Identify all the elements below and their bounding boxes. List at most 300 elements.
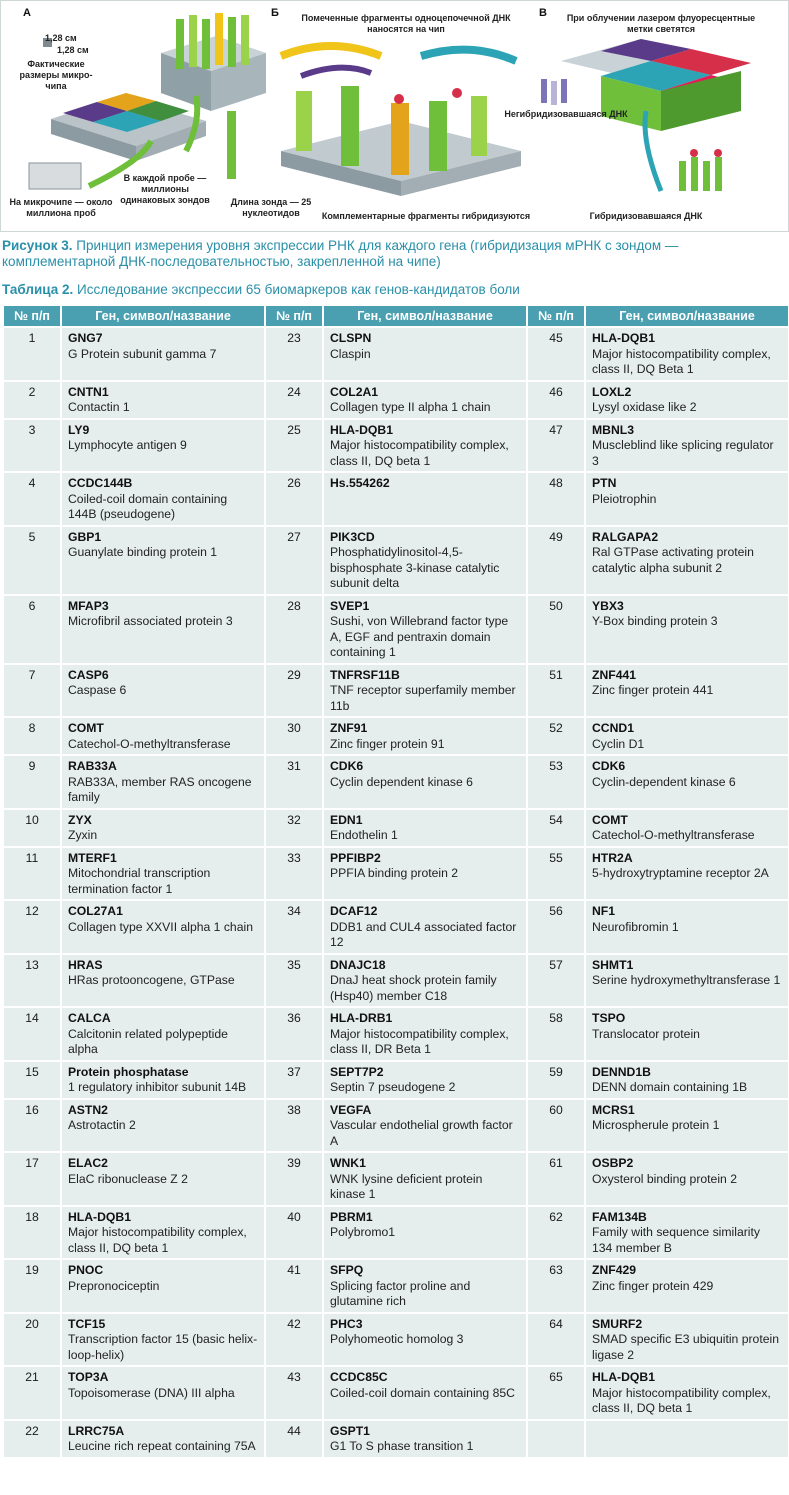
gene-symbol: CNTN1 (68, 384, 109, 399)
gene-name: DENN domain containing 1B (592, 1080, 748, 1094)
mesh-chip (29, 163, 81, 189)
gene-name: Phosphatidylinositol-4,5-bisphosphate 3-kinase catalytic subunit delta (330, 545, 500, 590)
header-num-1: № п/п (4, 306, 60, 326)
gene-name: Zyxin (68, 828, 98, 842)
gene-symbol: PPFIBP2 (330, 850, 381, 865)
gene-symbol: ZNF91 (330, 721, 368, 735)
table-row (4, 1153, 788, 1205)
header-num-2: № п/п (266, 306, 322, 326)
gene-symbol: ZNF429 (592, 1263, 637, 1277)
table-row (4, 665, 788, 717)
gene-name: Coiled-coil domain containing 144B (pseudogene) (68, 491, 228, 521)
gene-table (2, 304, 789, 1459)
gene-cell (62, 665, 264, 717)
gene-symbol: RAB33A (68, 759, 117, 773)
probe-array-b (281, 46, 521, 196)
row-number: 7 (4, 665, 60, 717)
gene-cell (586, 328, 788, 380)
gene-name: Polybromo1 (330, 1225, 396, 1239)
gene-name: Vascular endothelial growth factor A (330, 1118, 513, 1148)
table-row (4, 1260, 788, 1312)
gene-symbol: OSBP2 (592, 1156, 634, 1170)
row-number: 44 (266, 1421, 322, 1457)
gene-cell (586, 665, 788, 717)
gene-cell (586, 901, 788, 953)
figure-caption (2, 238, 786, 270)
row-number: 34 (266, 901, 322, 953)
gene-symbol: SFPQ (330, 1263, 364, 1277)
gene-name: Caspase 6 (68, 683, 127, 697)
row-number: 17 (4, 1153, 60, 1205)
gene-symbol: LY9 (68, 422, 90, 437)
row-number: 29 (266, 665, 322, 717)
gene-symbol: SVEP1 (330, 598, 370, 613)
gene-cell (324, 1062, 526, 1098)
gene-symbol: TCF15 (68, 1316, 106, 1331)
gene-name: RAB33A, member RAS oncogene family (68, 774, 252, 804)
gene-cell (62, 527, 264, 594)
gene-table-body (4, 328, 788, 1457)
gene-name: Serine hydroxymethyltransferase 1 (592, 973, 781, 987)
gene-cell (586, 955, 788, 1007)
gene-symbol: TNFRSF11B (330, 667, 400, 682)
gene-name: PPFIA binding protein 2 (330, 866, 459, 880)
gene-cell (324, 1421, 526, 1457)
row-number: 28 (266, 596, 322, 663)
gene-cell (324, 382, 526, 418)
gene-cell (586, 1100, 788, 1152)
gene-name: DnaJ heat shock protein family (Hsp40) member C18 (330, 973, 497, 1003)
single-probe (227, 111, 236, 179)
gene-cell (324, 527, 526, 594)
row-number: 11 (4, 848, 60, 900)
gene-name: Collagen type II alpha 1 chain (330, 400, 491, 414)
gene-symbol: PBRM1 (330, 1209, 373, 1224)
row-number: 45 (528, 328, 584, 380)
gene-name: G1 To S phase transition 1 (330, 1439, 474, 1453)
gene-cell (586, 420, 788, 472)
row-number: 2 (4, 382, 60, 418)
row-number: 55 (528, 848, 584, 900)
table-row (4, 1367, 788, 1419)
gene-name: Major histocompatibility complex, class II, DQ beta 1 (592, 1385, 771, 1415)
gene-name: Major histocompatibility complex, class II, DR Beta 1 (330, 1026, 509, 1056)
panel-c-top-label: При облучении лазером флуоресцентные метки светятся (566, 13, 756, 34)
gene-cell (62, 420, 264, 472)
gene-cell (62, 1008, 264, 1060)
gene-name: Ral GTPase activating protein catalytic alpha subunit 2 (592, 545, 754, 575)
table-row (4, 848, 788, 900)
row-number: 24 (266, 382, 322, 418)
size-label-1: 1,28 см (45, 33, 77, 43)
gene-symbol: ASTN2 (68, 1102, 108, 1117)
gene-cell (324, 596, 526, 663)
table-row (4, 473, 788, 525)
gene-name: Topoisomerase (DNA) III alpha (68, 1385, 235, 1400)
row-number: 8 (4, 718, 60, 754)
row-number: 57 (528, 955, 584, 1007)
gene-cell (62, 1153, 264, 1205)
gene-symbol: NF1 (592, 904, 616, 918)
gene-name: Prepronociceptin (68, 1278, 160, 1293)
gene-name: Septin 7 pseudogene 2 (330, 1080, 456, 1094)
gene-symbol: WNK1 (330, 1156, 366, 1170)
row-number: 49 (528, 527, 584, 594)
gene-symbol: PTN (592, 476, 617, 490)
gene-symbol: MCRS1 (592, 1102, 635, 1117)
row-number: 14 (4, 1008, 60, 1060)
gene-cell (324, 1260, 526, 1312)
table-row (4, 1100, 788, 1152)
gene-symbol: ELAC2 (68, 1156, 108, 1170)
gene-name: SMAD specific E3 ubiquitin protein ligase 2 (592, 1332, 779, 1362)
row-number (528, 1421, 584, 1457)
gene-cell (62, 848, 264, 900)
gene-name: Oxysterol binding protein 2 (592, 1171, 737, 1186)
table-row (4, 1421, 788, 1457)
gene-cell (62, 1062, 264, 1098)
row-number: 5 (4, 527, 60, 594)
table-row (4, 810, 788, 846)
row-number: 21 (4, 1367, 60, 1419)
gene-name: Endothelin 1 (330, 828, 398, 842)
row-number: 12 (4, 901, 60, 953)
row-number: 59 (528, 1062, 584, 1098)
gene-symbol: CASP6 (68, 667, 109, 682)
gene-symbol: TSPO (592, 1011, 626, 1025)
gene-name: Splicing factor proline and glutamine rich (330, 1278, 471, 1308)
gene-name: Cyclin-dependent kinase 6 (592, 774, 736, 789)
actual-size-label: Фактические размеры микро-чипа (19, 59, 93, 91)
gene-name: Transcription factor 15 (basic helix-loop-helix) (68, 1332, 258, 1362)
header-gene-2: Ген, символ/название (324, 306, 526, 326)
gene-symbol: DNAJC18 (330, 957, 386, 972)
row-number: 6 (4, 596, 60, 663)
gene-cell (324, 1207, 526, 1259)
gene-cell (586, 596, 788, 663)
gene-cell (324, 1100, 526, 1152)
gene-name: WNK lysine deficient protein kinase 1 (330, 1171, 483, 1201)
gene-cell (586, 756, 788, 808)
gene-name: Zinc finger protein 91 (330, 736, 445, 751)
gene-symbol: ZYX (68, 812, 92, 827)
gene-name: Zinc finger protein 429 (592, 1278, 714, 1293)
table-row (4, 1062, 788, 1098)
row-number: 13 (4, 955, 60, 1007)
row-number: 41 (266, 1260, 322, 1312)
gene-name: Pleiotrophin (592, 491, 657, 506)
row-number: 23 (266, 328, 322, 380)
gene-symbol: HLA-DQB1 (68, 1209, 131, 1224)
gene-name: Astrotactin 2 (68, 1118, 136, 1132)
header-gene-3: Ген, символ/название (586, 306, 788, 326)
gene-cell (62, 382, 264, 418)
gene-cell (62, 1100, 264, 1152)
figure-caption-label: Рисунок 3. (2, 238, 73, 253)
gene-symbol: MFAP3 (68, 598, 109, 613)
gene-name: G Protein subunit gamma 7 (68, 346, 217, 361)
row-number: 51 (528, 665, 584, 717)
gene-symbol: Protein phosphatase (68, 1064, 189, 1079)
gene-cell (324, 1008, 526, 1060)
gene-cell (324, 1153, 526, 1205)
row-number: 22 (4, 1421, 60, 1457)
gene-name: Mitochondrial transcription termination factor 1 (68, 866, 211, 896)
gene-cell (62, 1421, 264, 1457)
table-header-row (4, 306, 788, 326)
gene-cell (586, 1062, 788, 1098)
row-number: 19 (4, 1260, 60, 1312)
gene-name: Coiled-coil domain containing 85C (330, 1385, 515, 1400)
row-number: 39 (266, 1153, 322, 1205)
gene-name: Cyclin dependent kinase 6 (330, 774, 473, 789)
gene-cell (586, 1367, 788, 1419)
table-row (4, 718, 788, 754)
gene-symbol: CLSPN (330, 331, 372, 345)
microarray-figure (0, 0, 789, 232)
row-number: 26 (266, 473, 322, 525)
header-gene-1: Ген, символ/название (62, 306, 264, 326)
row-number: 33 (266, 848, 322, 900)
header-num-3: № п/п (528, 306, 584, 326)
row-number: 40 (266, 1207, 322, 1259)
table-row (4, 1314, 788, 1366)
row-number: 54 (528, 810, 584, 846)
row-number: 47 (528, 420, 584, 472)
gene-name: Cyclin D1 (592, 736, 645, 751)
gene-symbol: HLA-DRB1 (330, 1011, 393, 1025)
gene-cell (586, 848, 788, 900)
row-number: 64 (528, 1314, 584, 1366)
gene-cell (62, 1314, 264, 1366)
gene-symbol: DENND1B (592, 1064, 651, 1079)
gene-cell (586, 1153, 788, 1205)
gene-cell (324, 1314, 526, 1366)
row-number: 36 (266, 1008, 322, 1060)
row-number: 43 (266, 1367, 322, 1419)
gene-cell (586, 1260, 788, 1312)
gene-cell (324, 328, 526, 380)
gene-name: Major histocompatibility complex, class II, DQ beta 1 (68, 1225, 247, 1255)
row-number: 25 (266, 420, 322, 472)
gene-name: Major histocompatibility complex, class II, DQ beta 1 (330, 438, 509, 468)
gene-name: Microfibril associated protein 3 (68, 614, 233, 628)
million-probes-label: На микрочипе — около миллиона проб (9, 197, 113, 218)
gene-symbol: HLA-DQB1 (592, 331, 655, 345)
table-row (4, 901, 788, 953)
gene-cell (62, 473, 264, 525)
row-number: 52 (528, 718, 584, 754)
gene-symbol: SMURF2 (592, 1316, 643, 1331)
gene-symbol: GBP1 (68, 529, 102, 544)
gene-symbol: LOXL2 (592, 384, 632, 399)
gene-name: Microspherule protein 1 (592, 1118, 720, 1132)
gene-cell (586, 473, 788, 525)
table-caption-text: Исследование экспрессии 65 биомаркеров как генов-кандидатов боли (77, 282, 520, 297)
row-number: 4 (4, 473, 60, 525)
row-number: 20 (4, 1314, 60, 1366)
gene-cell (324, 901, 526, 953)
row-number: 38 (266, 1100, 322, 1152)
gene-cell (324, 756, 526, 808)
gene-name: 1 regulatory inhibitor subunit 14B (68, 1080, 247, 1094)
gene-name: Contactin 1 (68, 400, 130, 414)
gene-name: Polyhomeotic homolog 3 (330, 1332, 464, 1346)
table-row (4, 955, 788, 1007)
table-row (4, 1008, 788, 1060)
gene-symbol: SHMT1 (592, 957, 634, 972)
gene-symbol: HRAS (68, 957, 103, 972)
row-number: 53 (528, 756, 584, 808)
gene-cell (324, 420, 526, 472)
row-number: 27 (266, 527, 322, 594)
gene-name: Collagen type XXVII alpha 1 chain (68, 919, 253, 934)
row-number: 50 (528, 596, 584, 663)
probe-length-label: Длина зонда — 25 нуклеотидов (230, 197, 312, 218)
gene-symbol: CALCA (68, 1011, 111, 1025)
table-row (4, 756, 788, 808)
gene-cell (62, 718, 264, 754)
gene-cell (62, 1367, 264, 1419)
row-number: 63 (528, 1260, 584, 1312)
gene-name: Muscleblind like splicing regulator 3 (592, 438, 774, 468)
gene-symbol: HLA-DQB1 (592, 1370, 655, 1384)
panel-letter-a: А (23, 7, 31, 19)
row-number: 65 (528, 1367, 584, 1419)
gene-symbol: TOP3A (68, 1370, 109, 1384)
gene-name: Catechol-O-methyltransferase (68, 736, 231, 751)
gene-cell (586, 1008, 788, 1060)
gene-cell (62, 328, 264, 380)
gene-symbol: GSPT1 (330, 1423, 370, 1438)
row-number: 10 (4, 810, 60, 846)
row-number: 42 (266, 1314, 322, 1366)
gene-symbol: COL27A1 (68, 904, 123, 918)
gene-symbol: MTERF1 (68, 850, 117, 865)
identical-probes-label: В каждой пробе — миллионы одинаковых зондов (120, 173, 210, 205)
gene-symbol: DCAF12 (330, 904, 378, 918)
gene-name: Neurofibromin 1 (592, 919, 679, 934)
table-row (4, 382, 788, 418)
row-number: 62 (528, 1207, 584, 1259)
gene-symbol: EDN1 (330, 812, 363, 827)
table-row (4, 1207, 788, 1259)
gene-cell (62, 901, 264, 953)
gene-name: Family with sequence similarity 134 member B (592, 1225, 760, 1255)
gene-cell (324, 473, 526, 525)
gene-name: ElaC ribonuclease Z 2 (68, 1171, 188, 1186)
gene-symbol: CCND1 (592, 721, 634, 735)
gene-cell (586, 1421, 788, 1457)
gene-name: Y-Box binding protein 3 (592, 614, 718, 628)
row-number: 31 (266, 756, 322, 808)
gene-symbol: YBX3 (592, 598, 624, 613)
gene-cell (586, 1207, 788, 1259)
row-number: 3 (4, 420, 60, 472)
gene-name: Lymphocyte antigen 9 (68, 438, 187, 452)
gene-name: 5-hydroxytryptamine receptor 2A (592, 866, 769, 880)
gene-cell (586, 382, 788, 418)
gene-symbol: HLA-DQB1 (330, 422, 393, 437)
gene-symbol: COL2A1 (330, 384, 379, 399)
gene-symbol: RALGAPA2 (592, 529, 659, 544)
gene-cell (324, 1367, 526, 1419)
row-number: 46 (528, 382, 584, 418)
gene-cell (324, 718, 526, 754)
gene-cell (62, 810, 264, 846)
gene-symbol: CDK6 (592, 759, 626, 773)
gene-name: Major histocompatibility complex, class II, DQ Beta 1 (592, 346, 771, 376)
row-number: 15 (4, 1062, 60, 1098)
row-number: 48 (528, 473, 584, 525)
panel-letter-b: Б (271, 7, 279, 19)
nonhybrid-label: Негибридизовавшаяся ДНК (504, 109, 628, 119)
chip-plate-a (51, 93, 206, 161)
row-number: 9 (4, 756, 60, 808)
gene-symbol: FAM134B (592, 1209, 647, 1224)
gene-symbol: PIK3CD (330, 529, 375, 544)
table-caption-label: Таблица 2. (2, 282, 74, 297)
gene-symbol: HTR2A (592, 850, 633, 865)
row-number: 56 (528, 901, 584, 953)
gene-symbol: MBNL3 (592, 422, 634, 437)
gene-cell (586, 527, 788, 594)
gene-name: Lysyl oxidase like 2 (592, 400, 697, 414)
gene-symbol: LRRC75A (68, 1423, 125, 1438)
panel-letter-c: В (539, 7, 547, 19)
row-number: 16 (4, 1100, 60, 1152)
panel-b-bottom-label: Комплементарные фрагменты гибридизуются (321, 211, 531, 221)
gene-name: DDB1 and CUL4 associated factor 12 (330, 919, 517, 949)
gene-name: Leucine rich repeat containing 75A (68, 1439, 256, 1453)
probe-block-a (161, 13, 266, 111)
gene-name: TNF receptor superfamily member 11b (330, 683, 516, 713)
gene-cell (324, 848, 526, 900)
gene-symbol: PNOC (68, 1263, 104, 1277)
gene-symbol: SEPT7P2 (330, 1064, 384, 1079)
gene-cell (62, 1207, 264, 1259)
gene-name: Claspin (330, 346, 371, 361)
gene-cell (62, 1260, 264, 1312)
gene-symbol: PHC3 (330, 1316, 363, 1331)
row-number: 61 (528, 1153, 584, 1205)
gene-cell (324, 955, 526, 1007)
table-row (4, 596, 788, 663)
gene-cell (62, 955, 264, 1007)
row-number: 1 (4, 328, 60, 380)
row-number: 18 (4, 1207, 60, 1259)
gene-name: Guanylate binding protein 1 (68, 545, 218, 559)
row-number: 35 (266, 955, 322, 1007)
gene-cell (586, 718, 788, 754)
gene-symbol: GNG7 (68, 331, 103, 345)
gene-cell (62, 756, 264, 808)
gene-name: HRas protooncogene, GTPase (68, 973, 235, 987)
gene-symbol: CCDC85C (330, 1370, 388, 1384)
gene-symbol: VEGFA (330, 1102, 372, 1117)
gene-cell (586, 810, 788, 846)
hybrid-label: Гибридизовавшаяся ДНК (589, 211, 703, 221)
gene-symbol: ZNF441 (592, 667, 637, 682)
row-number: 37 (266, 1062, 322, 1098)
row-number: 58 (528, 1008, 584, 1060)
table-row (4, 328, 788, 380)
gene-name: Translocator protein (592, 1026, 700, 1041)
table-row (4, 527, 788, 594)
gene-name: Catechol-O-methyltransferase (592, 828, 755, 842)
gene-name: Sushi, von Willebrand factor type A, EGF and pentraxin domain containing 1 (330, 614, 509, 659)
row-number: 32 (266, 810, 322, 846)
